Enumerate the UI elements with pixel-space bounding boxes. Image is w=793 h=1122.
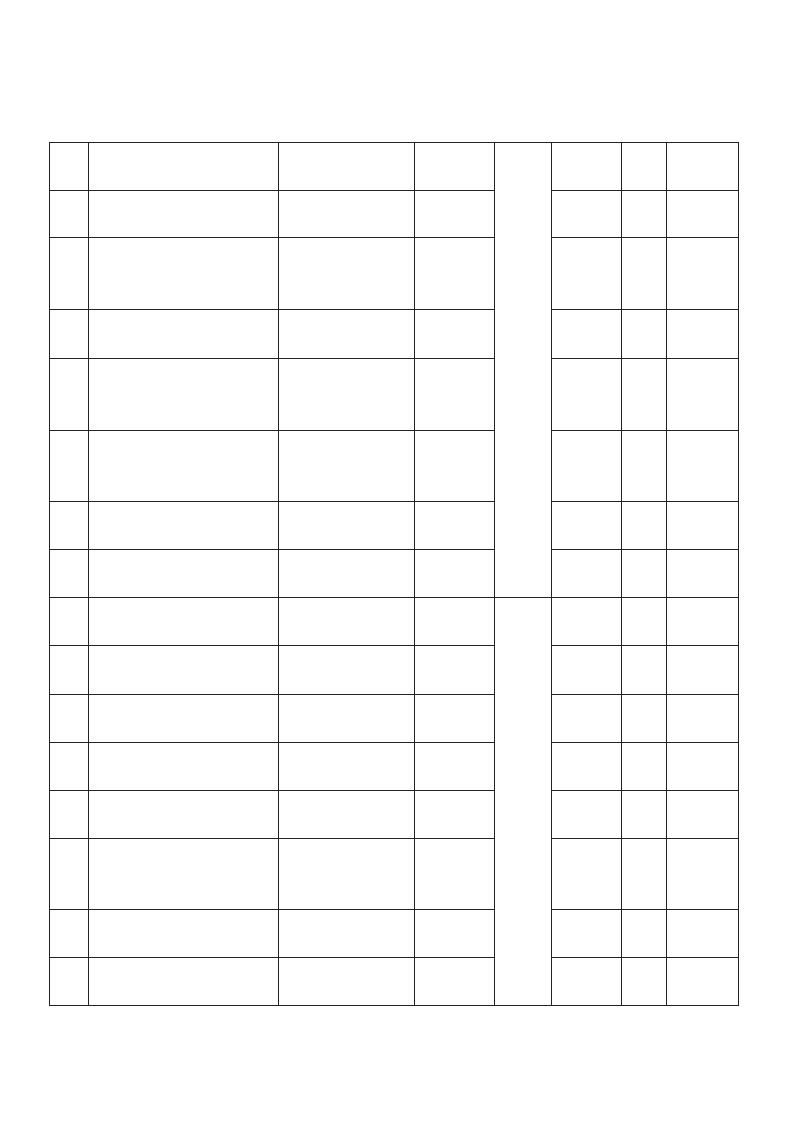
table-body (50, 143, 739, 1006)
region (552, 910, 622, 958)
region (552, 502, 622, 550)
team-name (89, 502, 279, 550)
flag-yes (622, 238, 667, 310)
team-leader (415, 359, 495, 431)
support-org (279, 910, 415, 958)
flag-yes (622, 839, 667, 910)
table-row (50, 143, 739, 191)
team-name (89, 743, 279, 791)
team-name (89, 695, 279, 743)
row-number (50, 502, 89, 550)
table-row (50, 310, 739, 359)
region (552, 143, 622, 191)
region (552, 431, 622, 502)
team-name (89, 143, 279, 191)
support-org (279, 143, 415, 191)
row-number (50, 598, 89, 646)
funding-amount (667, 431, 739, 502)
region (552, 359, 622, 431)
team-name (89, 791, 279, 839)
support-org (279, 359, 415, 431)
region (552, 695, 622, 743)
region (552, 550, 622, 598)
team-name (89, 910, 279, 958)
funding-amount (667, 502, 739, 550)
team-name (89, 958, 279, 1006)
table-row (50, 646, 739, 695)
team-leader (415, 238, 495, 310)
region (552, 238, 622, 310)
support-org (279, 598, 415, 646)
funding-amount (667, 743, 739, 791)
funding-amount (667, 646, 739, 695)
team-leader (415, 143, 495, 191)
support-org (279, 695, 415, 743)
row-number (50, 310, 89, 359)
table-row (50, 958, 739, 1006)
support-org (279, 238, 415, 310)
flag-yes (622, 502, 667, 550)
flag-yes (622, 743, 667, 791)
region (552, 958, 622, 1006)
team-name (89, 238, 279, 310)
row-number (50, 359, 89, 431)
support-org (279, 550, 415, 598)
table-row (50, 191, 739, 238)
table-row (50, 238, 739, 310)
row-number (50, 431, 89, 502)
team-leader (415, 910, 495, 958)
team-leader (415, 791, 495, 839)
table-row (50, 695, 739, 743)
region (552, 191, 622, 238)
table-row (50, 431, 739, 502)
support-org (279, 958, 415, 1006)
managing-bureau (495, 143, 552, 598)
team-name (89, 839, 279, 910)
flag-yes (622, 143, 667, 191)
flag-yes (622, 791, 667, 839)
funding-amount (667, 550, 739, 598)
team-leader (415, 743, 495, 791)
flag-yes (622, 550, 667, 598)
table-row (50, 910, 739, 958)
table-row (50, 598, 739, 646)
support-org (279, 839, 415, 910)
row-number (50, 958, 89, 1006)
row-number (50, 695, 89, 743)
funding-amount (667, 359, 739, 431)
funding-amount (667, 791, 739, 839)
funding-amount (667, 238, 739, 310)
row-number (50, 910, 89, 958)
funding-amount (667, 910, 739, 958)
team-name (89, 359, 279, 431)
team-leader (415, 958, 495, 1006)
managing-bureau (495, 598, 552, 1006)
funding-amount (667, 695, 739, 743)
table-row (50, 502, 739, 550)
region (552, 839, 622, 910)
region (552, 791, 622, 839)
row-number (50, 646, 89, 695)
team-leader (415, 695, 495, 743)
team-name (89, 431, 279, 502)
row-number (50, 791, 89, 839)
row-number (50, 143, 89, 191)
funding-amount (667, 310, 739, 359)
team-name (89, 646, 279, 695)
region (552, 743, 622, 791)
region (552, 646, 622, 695)
team-name (89, 598, 279, 646)
team-leader (415, 502, 495, 550)
support-org (279, 502, 415, 550)
row-number (50, 238, 89, 310)
flag-yes (622, 431, 667, 502)
team-leader (415, 839, 495, 910)
team-leader (415, 310, 495, 359)
row-number (50, 743, 89, 791)
flag-yes (622, 910, 667, 958)
table-row (50, 550, 739, 598)
table-row (50, 743, 739, 791)
flag-yes (622, 359, 667, 431)
region (552, 310, 622, 359)
funding-amount (667, 958, 739, 1006)
support-org (279, 431, 415, 502)
row-number (50, 550, 89, 598)
flag-yes (622, 598, 667, 646)
team-leader (415, 598, 495, 646)
table-row (50, 791, 739, 839)
funding-amount (667, 143, 739, 191)
table-row (50, 359, 739, 431)
flag-yes (622, 958, 667, 1006)
team-name (89, 310, 279, 359)
support-org (279, 191, 415, 238)
team-leader (415, 191, 495, 238)
flag-yes (622, 191, 667, 238)
team-leader (415, 646, 495, 695)
support-org (279, 310, 415, 359)
support-org (279, 743, 415, 791)
funding-amount (667, 191, 739, 238)
flag-yes (622, 310, 667, 359)
flag-yes (622, 646, 667, 695)
support-org (279, 791, 415, 839)
team-leader (415, 431, 495, 502)
table-row (50, 839, 739, 910)
row-number (50, 191, 89, 238)
team-leader (415, 550, 495, 598)
team-name (89, 191, 279, 238)
region (552, 598, 622, 646)
support-org (279, 646, 415, 695)
team-name (89, 550, 279, 598)
row-number (50, 839, 89, 910)
flag-yes (622, 695, 667, 743)
funding-amount (667, 839, 739, 910)
funding-amount (667, 598, 739, 646)
team-table (49, 142, 739, 1006)
